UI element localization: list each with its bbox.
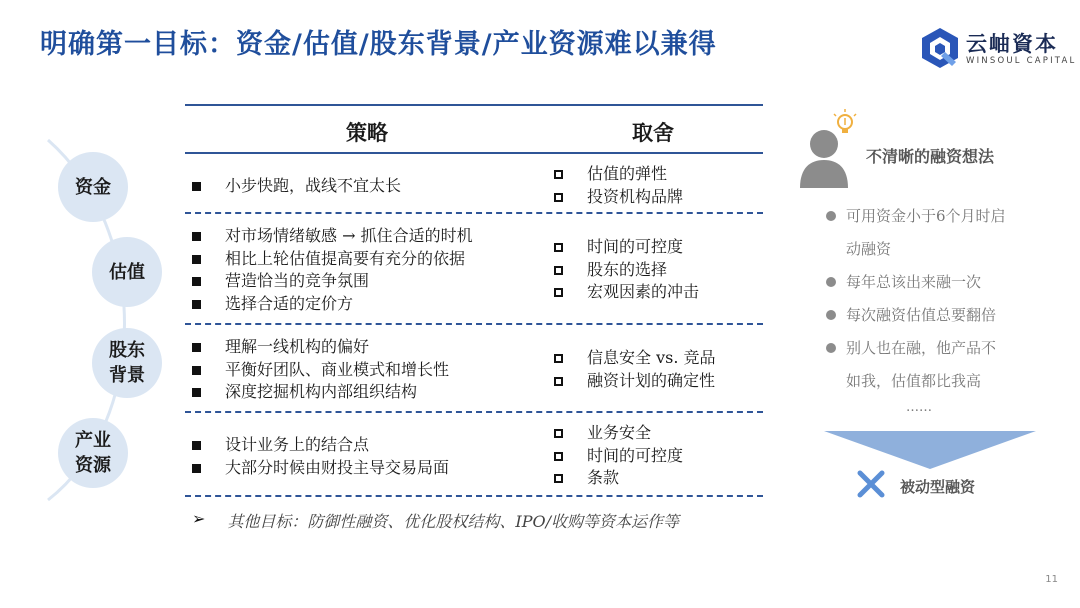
checkbox-icon xyxy=(554,474,563,483)
checkbox-icon xyxy=(554,266,563,275)
list-item: 融资计划的确定性 xyxy=(550,370,716,393)
list-item: 大部分时候由财投主导交易局面 xyxy=(184,457,449,480)
dimension-valuation: 估值 xyxy=(92,237,162,307)
bullet-square-icon xyxy=(192,441,201,450)
panel-ellipsis: …… xyxy=(906,400,932,415)
bullet-dot-icon xyxy=(826,343,836,353)
bullet-square-icon xyxy=(192,464,201,473)
arrow-bullet-icon: ➢ xyxy=(192,509,206,528)
header-tradeoff: 取舍 xyxy=(632,120,674,145)
tradeoff-cell xyxy=(550,422,683,490)
strategy-cell xyxy=(184,175,401,198)
checkbox-icon xyxy=(554,354,563,363)
bullet-square-icon xyxy=(192,277,201,286)
row-divider xyxy=(185,323,763,325)
bullet-square-icon xyxy=(192,366,201,375)
list-item: 可用资金小于6个月时启 动融资 xyxy=(826,200,1006,266)
table-top-rule xyxy=(185,104,763,106)
checkbox-icon xyxy=(554,429,563,438)
list-item: 条款 xyxy=(550,467,683,490)
dimension-industry: 产业 资源 xyxy=(58,418,128,488)
list-item: 相比上轮估值提高要有充分的依据 xyxy=(184,248,473,271)
side-panel xyxy=(790,100,1058,520)
table-bottom-rule xyxy=(185,495,763,497)
checkbox-icon xyxy=(554,452,563,461)
strategy-cell xyxy=(184,225,473,315)
list-item: 时间的可控度 xyxy=(550,445,683,468)
arrow-down-icon xyxy=(824,431,1036,469)
page-number: 11 xyxy=(1045,574,1058,585)
list-item: 设计业务上的结合点 xyxy=(184,434,449,457)
list-item: 信息安全 vs. 竞品 xyxy=(550,347,716,370)
winsoul-logo-icon xyxy=(918,26,962,70)
bullet-square-icon xyxy=(192,343,201,352)
list-item: 别人也在融，他产品不 如我，估值都比我高 xyxy=(826,332,1006,398)
checkbox-icon xyxy=(554,170,563,179)
table-header-rule xyxy=(185,152,763,154)
bullet-square-icon xyxy=(192,388,201,397)
panel-result: 被动型融资 xyxy=(900,478,976,496)
tradeoff-cell xyxy=(550,347,716,392)
logo-name-cn: 云岫資本 xyxy=(966,32,1058,56)
list-item: 营造恰当的竞争氛围 xyxy=(184,270,473,293)
checkbox-icon xyxy=(554,193,563,202)
bullet-square-icon xyxy=(192,300,201,309)
page-title: 明确第一目标：资金/估值/股东背景/产业资源难以兼得 xyxy=(40,29,717,60)
person-idea-icon xyxy=(794,108,866,190)
panel-bullets xyxy=(826,200,1006,398)
header-strategy: 策略 xyxy=(346,120,388,145)
list-item: 对市场情绪敏感 → 抓住合适的时机 xyxy=(184,225,473,248)
logo xyxy=(918,26,1077,70)
list-item: 时间的可控度 xyxy=(550,236,699,259)
panel-title: 不清晰的融资想法 xyxy=(866,147,995,166)
dimension-shareholder: 股东 背景 xyxy=(92,328,162,398)
other-goals: ➢ 其他目标：防御性融资、优化股权结构、IPO/收购等资本运作等 xyxy=(192,509,680,531)
list-item: 每年总该出来融一次 xyxy=(826,266,1006,299)
logo-name-en: WINSOUL CAPITAL xyxy=(966,56,1077,66)
strategy-cell xyxy=(184,336,449,404)
checkbox-icon xyxy=(554,288,563,297)
list-item: 选择合适的定价方 xyxy=(184,293,473,316)
list-item: 每次融资估值总要翻倍 xyxy=(826,299,1006,332)
row-divider xyxy=(185,411,763,413)
row-divider xyxy=(185,212,763,214)
bullet-square-icon xyxy=(192,232,201,241)
strategy-cell xyxy=(184,434,449,479)
bullet-dot-icon xyxy=(826,211,836,221)
list-item: 股东的选择 xyxy=(550,259,699,282)
list-item: 深度挖掘机构内部组织结构 xyxy=(184,381,449,404)
list-item: 平衡好团队、商业模式和增长性 xyxy=(184,359,449,382)
list-item: 宏观因素的冲击 xyxy=(550,281,699,304)
bullet-square-icon xyxy=(192,255,201,264)
dimension-capital: 资金 xyxy=(58,152,128,222)
tradeoff-cell xyxy=(550,236,699,304)
list-item: 估值的弹性 xyxy=(550,163,683,186)
list-item: 理解一线机构的偏好 xyxy=(184,336,449,359)
checkbox-icon xyxy=(554,243,563,252)
list-item: 投资机构品牌 xyxy=(550,186,683,209)
checkbox-icon xyxy=(554,377,563,386)
list-item: 小步快跑，战线不宜太长 xyxy=(184,175,401,198)
bullet-dot-icon xyxy=(826,310,836,320)
tradeoff-cell xyxy=(550,163,683,208)
bullet-square-icon xyxy=(192,182,201,191)
bullet-dot-icon xyxy=(826,277,836,287)
cross-icon xyxy=(856,469,886,499)
list-item: 业务安全 xyxy=(550,422,683,445)
